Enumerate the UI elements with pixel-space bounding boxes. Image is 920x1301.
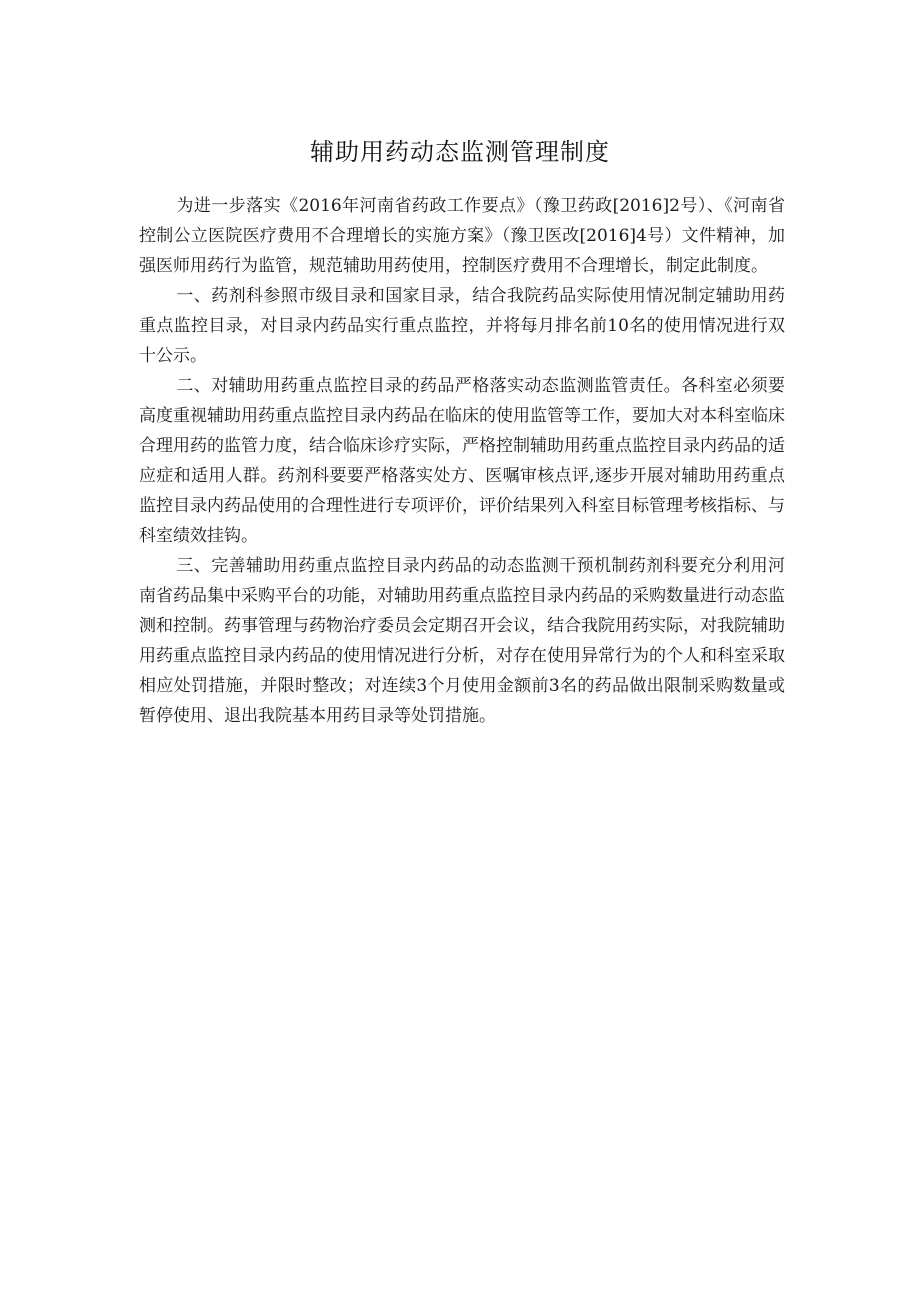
paragraph-item-1: 一、药剂科参照市级目录和国家目录，结合我院药品实际使用情况制定辅助用药重点监控目录，对目录内药品实行重点监控，并将每月排名前10名的使用情况进行双十公示。 [139,286,785,366]
document-title: 辅助用药动态监测管理制度 [310,138,610,166]
paragraph-item-3: 三、完善辅助用药重点监控目录内药品的动态监测干预机制药剂科要充分利用河南省药品集中采购平台的功能，对辅助用药重点监控目录内药品的采购数量进行动态监测和控制。药事管理与药物治疗委员会定期召开会议，结合我院用药实际，对我院辅助用药重点监控目录内药品的使用情况进行分析，对存在使用异常行为的个人和科室采取相应处罚措施，并限时整改；对连续3个月使用金额前3名的药品做出限制采购数量或暂停使用、退出我院基本用药目录等处罚措施。 [139,556,785,726]
paragraph-preamble: 为进一步落实《2016年河南省药政工作要点》（豫卫药政[2016]2号）、《河南省控制公立医院医疗费用不合理增长的实施方案》（豫卫医改[2016]4号）文件精神，加强医师用药行为监管，规范辅助用药使用，控制医疗费用不合理增长，制定此制度。 [139,196,785,276]
paragraph-item-2: 二、对辅助用药重点监控目录的药品严格落实动态监测监管责任。各科室必须要高度重视辅助用药重点监控目录内药品在临床的使用监管等工作，要加大对本科室临床合理用药的监管力度，结合临床诊疗实际，严格控制辅助用药重点监控目录内药品的适应症和适用人群。药剂科要要严格落实处方、医嘱审核点评,逐步开展对辅助用药重点监控目录内药品使用的合理性进行专项评价，评价结果列入科室目标管理考核指标、与科室绩效挂钩。 [139,376,785,546]
document-body [139,191,785,731]
